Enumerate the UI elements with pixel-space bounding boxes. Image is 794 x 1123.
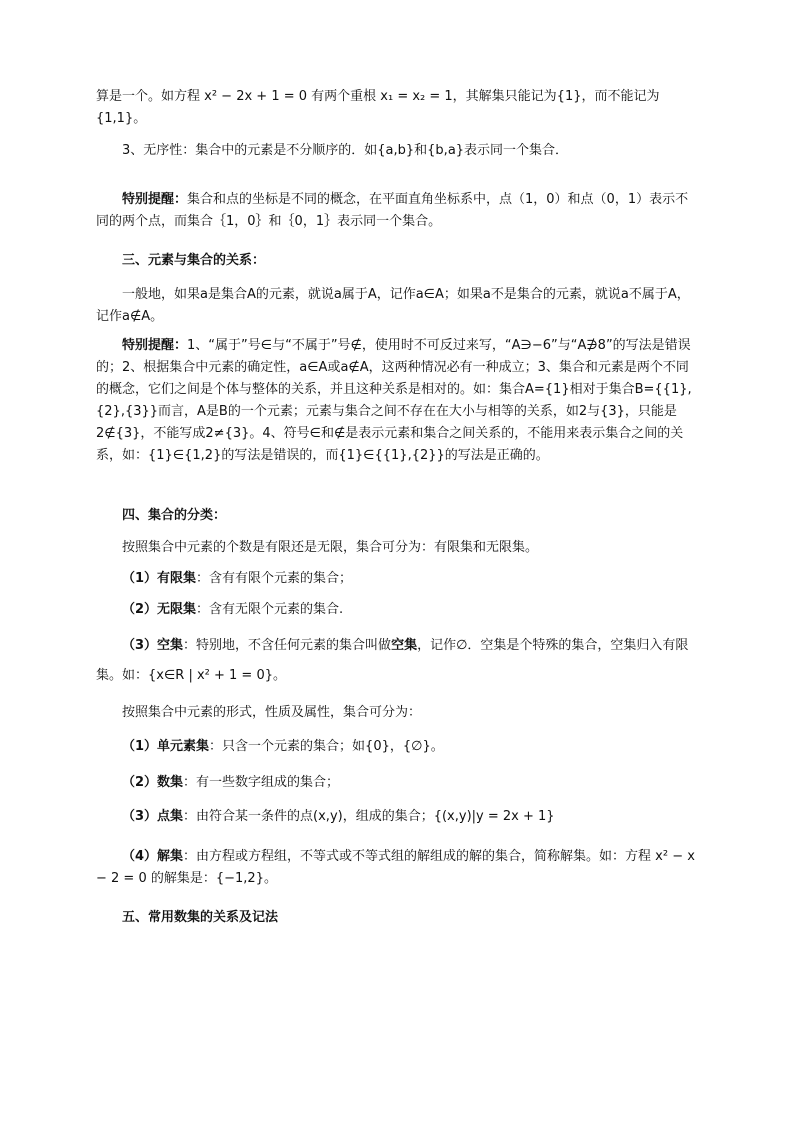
paragraph-class-intro-2	[96, 702, 700, 724]
item-solution-set	[96, 846, 700, 890]
item-label: （1）有限集	[122, 571, 197, 586]
item-label: （1）单元素集	[122, 739, 210, 754]
item-text: ：由方程或方程组，不等式或不等式组的解组成的解的集合，简称解集。如：方程 x² − x − 2 = 0 的解集是：{−1,2}。	[96, 849, 695, 886]
item-text: ：含有无限个元素的集合.	[196, 602, 344, 617]
item-single	[96, 736, 700, 758]
remark-text: 集合和点的坐标是不同的概念，在平面直角坐标系中，点（1，0）和点（0，1）表示不同的两个点，而集合｛1，0｝和｛0，1｝表示同一个集合。	[96, 192, 689, 229]
item-point-set	[96, 806, 700, 828]
item-text: ，记作∅．空集是个特殊的集合，空集归入有限集。如：{x∈R | x² + 1 = 0}。	[96, 638, 689, 683]
text: 算是一个。如方程 x² − 2x + 1 = 0 有两个重根 x₁ = x₂ = 1，其解集只能记为{1}，而不能记为{1,1}。	[96, 89, 660, 126]
empty-word: 空集	[391, 638, 418, 653]
heading-3: 三、元素与集合的关系：	[122, 253, 266, 268]
item-label: （3）点集	[122, 809, 184, 824]
text: 3、无序性：集合中的元素是不分顺序的．如{a,b}和{b,a}表示同一个集合．	[122, 143, 569, 158]
remark-title: 特别提醒：	[122, 338, 188, 353]
text: 一般地，如果a是集合A的元素，就说a属于A，记作a∈A；如果a不是集合的元素，就说a不属于A，记作a∉A。	[96, 287, 690, 324]
paragraph-remark-1	[96, 189, 700, 233]
paragraph-remark-2	[96, 335, 700, 467]
paragraph-unordered	[96, 140, 700, 162]
heading-4: 四、集合的分类：	[122, 508, 227, 523]
item-label: （4）解集	[122, 849, 184, 864]
paragraph-top	[96, 86, 700, 130]
remark-text: 1、“属于”号∈与“不属于”号∉，使用时不可反过来写，“A∋−6”与“A∌8”的写法是错误的；2、根据集合中元素的确定性，a∈A或a∉A，这两种情况必有一种成立；3、集合和元素是两个不同的概念，它们之间是个体与整体的关系，并且这种关系是相对的。如：集合A={1}相对于集合B={{1},{2},{3}}而言，A是B的一个元素；元素与集合之间不存在在大小与相等的关系，如2与{3}，只能是2∉{3}，不能写成2≠{3}。4、符号∈和∉是表示元素和集合之间关系的，不能用来表示集合之间的关系，如：{1}∈{1,2}的写法是错误的，而{1}∈{{1},{2}}的写法是正确的。	[96, 338, 692, 463]
heading-5: 五、常用数集的关系及记法	[122, 910, 279, 925]
item-infinite	[96, 599, 700, 621]
text: 按照集合中元素的个数是有限还是无限，集合可分为：有限集和无限集。	[122, 540, 539, 555]
item-label: （3）空集	[122, 638, 184, 653]
item-finite	[96, 568, 700, 590]
item-number-set	[96, 772, 700, 794]
item-empty	[96, 631, 700, 691]
item-text: ：只含一个元素的集合；如{0}，{∅}。	[209, 739, 444, 754]
remark-title: 特别提醒：	[122, 192, 188, 207]
item-label: （2）数集	[122, 775, 184, 790]
item-text: ：有一些数字组成的集合；	[183, 775, 340, 790]
item-text: ：由符合某一条件的点(x,y)，组成的集合；{(x,y)|y = 2x + 1}	[183, 809, 555, 824]
paragraph-relation	[96, 284, 700, 328]
item-label: （2）无限集	[122, 602, 197, 617]
item-text: ：特别地，不含任何元素的集合叫做	[183, 638, 392, 653]
item-text: ：含有有限个元素的集合；	[196, 571, 353, 586]
paragraph-class-intro-1	[96, 537, 700, 559]
text: 按照集合中元素的形式，性质及属性，集合可分为：	[122, 705, 422, 720]
